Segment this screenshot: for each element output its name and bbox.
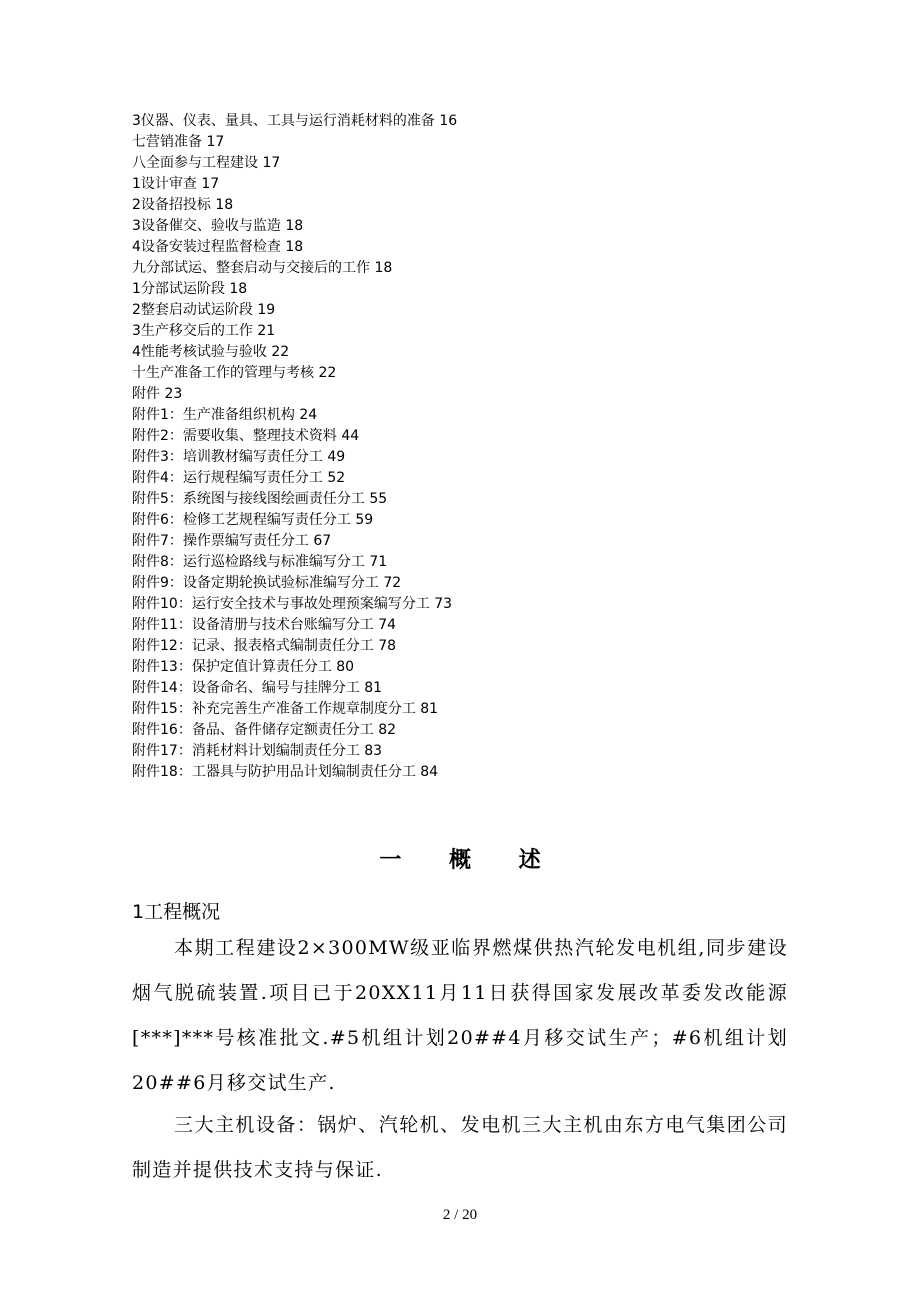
toc-entry: 十生产准备工作的管理与考核 22 — [132, 365, 337, 381]
toc-entry: 3仪器、仪表、量具、工具与运行消耗材料的准备 16 — [132, 113, 458, 129]
toc-entry: 附件3：培训教材编写责任分工 49 — [132, 449, 346, 465]
toc-entry: 2设备招投标 18 — [132, 197, 234, 213]
toc-entry: 附件17：消耗材料计划编制责任分工 83 — [132, 743, 383, 759]
toc-entry: 附件14：设备命名、编号与挂牌分工 81 — [132, 680, 383, 696]
toc-entry: 附件13：保护定值计算责任分工 80 — [132, 659, 355, 675]
toc-entry: 九分部试运、整套启动与交接后的工作 18 — [132, 260, 393, 276]
toc-entry: 附件18：工器具与防护用品计划编制责任分工 84 — [132, 764, 439, 780]
toc-entry: 附件2：需要收集、整理技术资料 44 — [132, 428, 360, 444]
toc-entry: 4性能考核试验与验收 22 — [132, 344, 290, 360]
toc-entry: 附件16：备品、备件储存定额责任分工 82 — [132, 722, 397, 738]
toc-entry: 附件11：设备清册与技术台账编写分工 74 — [132, 617, 397, 633]
toc-entry: 附件9：设备定期轮换试验标准编写分工 72 — [132, 575, 402, 591]
toc-entry: 附件8：运行巡检路线与标准编写分工 71 — [132, 554, 388, 570]
toc-entry: 附件4：运行规程编写责任分工 52 — [132, 470, 346, 486]
toc-entry: 附件10：运行安全技术与事故处理预案编写分工 73 — [132, 596, 453, 612]
toc-entry: 3生产移交后的工作 21 — [132, 323, 276, 339]
toc-entry: 七营销准备 17 — [132, 134, 225, 150]
toc-entry: 附件12：记录、报表格式编制责任分工 78 — [132, 638, 397, 654]
body-paragraph: 三大主机设备：锅炉、汽轮机、发电机三大主机由东方电气集团公司制造并提供技术支持与保证. — [132, 1114, 788, 1181]
toc-entry: 1设计审查 17 — [132, 176, 220, 192]
toc-entry: 附件7：操作票编写责任分工 67 — [132, 533, 332, 549]
toc-entry: 4设备安装过程监督检查 18 — [132, 239, 304, 255]
toc-entry: 附件1：生产准备组织机构 24 — [132, 407, 318, 423]
toc-entry: 八全面参与工程建设 17 — [132, 155, 281, 171]
toc-entry: 3设备催交、验收与监造 18 — [132, 218, 304, 234]
toc-entry: 附件5：系统图与接线图绘画责任分工 55 — [132, 491, 388, 507]
table-of-contents — [132, 111, 832, 783]
toc-entry: 附件 23 — [132, 386, 183, 402]
toc-entry: 附件6：检修工艺规程编写责任分工 59 — [132, 512, 374, 528]
page-number: 2 / 20 — [442, 1207, 478, 1223]
section-subheading: 1工程概况 — [132, 901, 221, 923]
body-paragraph: 本期工程建设2×300MW级亚临界燃煤供热汽轮发电机组,同步建设烟气脱硫装置.项目已于20XX11月11日获得国家发展改革委发改能源[***]***号核准批文.#5机组计划20##4月移交试生产；#6机组计划20##6月移交试生产. — [132, 937, 788, 1094]
toc-entry: 附件15：补充完善生产准备工作规章制度分工 81 — [132, 701, 439, 717]
section-title: 一 概 述 — [379, 848, 561, 873]
toc-entry: 2整套启动试运阶段 19 — [132, 302, 276, 318]
toc-entry: 1分部试运阶段 18 — [132, 281, 248, 297]
